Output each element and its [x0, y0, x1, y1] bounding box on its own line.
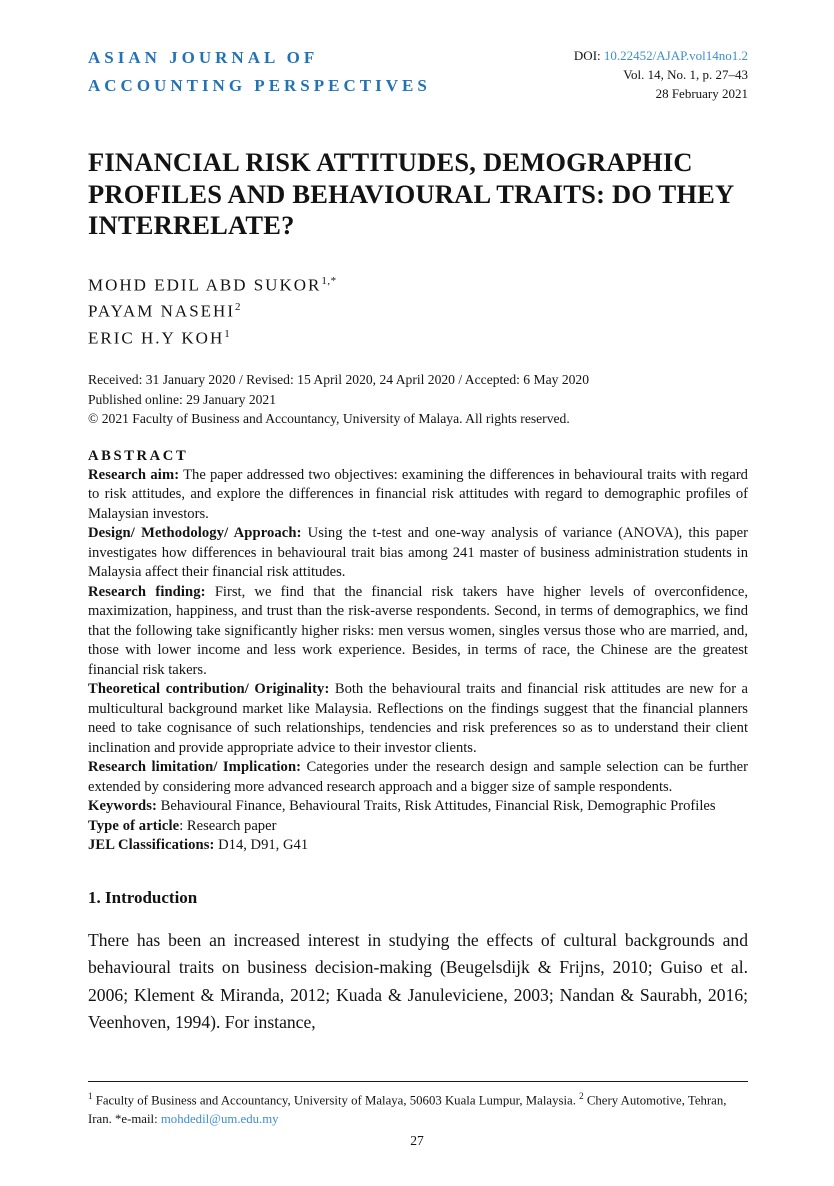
- abstract-type-of-article: Type of article: Research paper: [88, 817, 277, 834]
- footnote-affiliation-2: Chery Automotive, Tehran, Iran. *e-mail:: [88, 1093, 727, 1126]
- article-title: FINANCIAL RISK ATTITUDES, DEMOGRAPHIC PROFILES AND BEHAVIOURAL TRAITS: DO THEY INTERRELATE?: [88, 147, 734, 240]
- abstract-heading: ABSTRACT: [88, 447, 189, 464]
- doi-line: [574, 46, 748, 65]
- footnote-sup-1: 1: [88, 1091, 93, 1101]
- copyright-line: © 2021 Faculty of Business and Accountancy, University of Malaya. All rights reserved.: [88, 411, 570, 427]
- introduction-paragraph: There has been an increased interest in studying the effects of cultural backgrounds and behavioural traits on business decision-making (Beugelsdijk & Frijns, 2010; Guiso et al. 2006; Klement & Miranda, 2012; Kuada & Januleviciene, 2003; Nandan & Saurabh, 2016; Veenhoven, 1994). For instance,: [88, 929, 748, 1033]
- author-name: MOHD EDIL ABD $SUKOR^{1,*}$: [88, 274, 337, 295]
- page-number: 27: [410, 1133, 424, 1148]
- footnote-affiliation-1: Faculty of Business and Accountancy, University of Malaya, 50603 Kuala Lumpur, Malaysia.: [92, 1093, 580, 1108]
- author-affiliation-sup: 1: [224, 327, 231, 340]
- date-line: 28 February 2021: [655, 86, 748, 101]
- volume-line: Vol. 14, No. 1, p. 27–43: [623, 67, 748, 82]
- doi-link[interactable]: 10.22452/AJAP.vol14no1.2: [603, 48, 748, 63]
- publication-meta: [574, 44, 748, 103]
- doi-label: DOI:: [573, 48, 604, 63]
- abstract-research-limitation: Research limitation/ Implication: Categories under the research design and sample selection can be further extended by considering more advanced research approach and a bigger size of sample respondents.: [88, 759, 748, 795]
- received-revised-accepted-line: Received: 31 January 2020 / Revised: 15 April 2020, 24 April 2020 / Accepted: 6 May 2020: [88, 372, 590, 388]
- email-link[interactable]: mohdedil@um.edu.my: [160, 1111, 279, 1126]
- introduction-heading: 1. Introduction: [88, 887, 198, 907]
- journal-name-line1: ASIAN JOURNAL OF: [88, 48, 319, 67]
- author-list: [88, 270, 748, 350]
- abstract-design-methodology: Design/ Methodology/ Approach: Using the t-test and one-way analysis of variance (ANOVA), this paper investigates how differences in behavioural trait bias among 241 master of business administration students in Malaysia affect their financial risk attitudes.: [88, 525, 748, 581]
- author-name: PAYAM NASEHI$^2$: [88, 301, 241, 321]
- footnote: [88, 1081, 748, 1128]
- journal-name: [88, 44, 431, 100]
- abstract-section: [88, 446, 748, 856]
- footnote-sup-2: 2: [579, 1091, 584, 1101]
- author-affiliation-sup: 1,*: [321, 274, 337, 287]
- abstract-research-aim: Research aim: The paper addressed two objectives: examining the differences in behavioural traits with regard to risk attitudes, and explore the differences in financial risk attitudes with regard to demographic profiles of Malaysian investors.: [88, 466, 748, 522]
- published-online-line: Published online: 29 January 2021: [88, 391, 277, 407]
- abstract-theoretical-contribution: Theoretical contribution/ Originality: Both the behavioural traits and financial risk attitudes are new for a multicultural background market like Malaysia. Reflections on the findings suggest that the financial planners need to take cognisance of such relationships, tendencies and risk preferences so as to understand their client inclination and provide appropriate advice to their investor clients.: [88, 681, 748, 756]
- page-header: [88, 0, 748, 103]
- author-name: ERIC H.Y KOH$^1$: [88, 327, 231, 348]
- abstract-keywords: Keywords: Behavioural Finance, Behavioural Traits, Risk Attitudes, Financial Risk, Demographic Profiles: [88, 798, 716, 815]
- abstract-research-finding: Research finding: First, we find that the financial risk takers have higher levels of overconfidence, maximization, happiness, and trust than the risk-averse respondents. Second, in terms of demographics, we find that the following take significantly higher risks: men versus women, singles versus those who are married, and, those with lower income and less work experience. Besides, in terms of race, the Chinese are the greatest financial risk takers.: [88, 583, 748, 678]
- abstract-jel-classifications: JEL Classifications: D14, D91, G41: [88, 837, 309, 854]
- article-history: [88, 370, 748, 429]
- author-affiliation-sup: 2: [234, 301, 241, 314]
- journal-name-line2: ACCOUNTING PERSPECTIVES: [88, 76, 431, 95]
